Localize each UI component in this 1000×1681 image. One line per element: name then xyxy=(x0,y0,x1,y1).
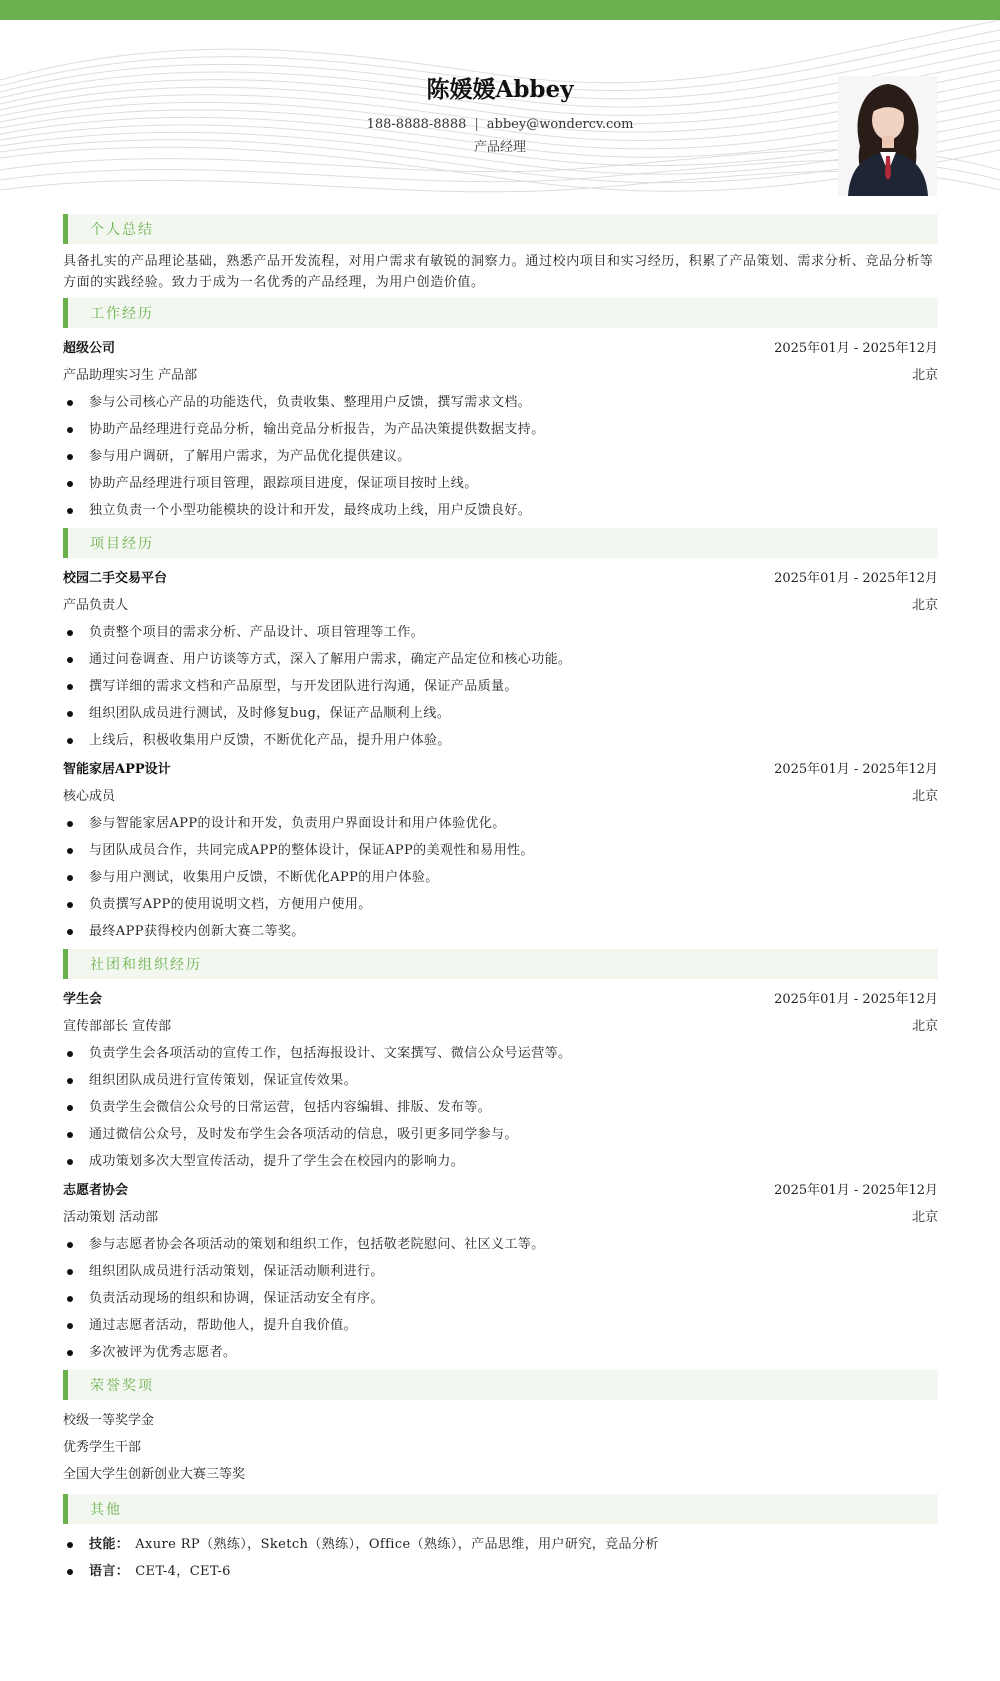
bullet-item: 组织团队成员进行宣传策划，保证宣传效果。 xyxy=(63,1067,938,1094)
section-title-other: 其他 xyxy=(63,1494,938,1524)
bullet-item: 负责学生会各项活动的宣传工作，包括海报设计、文案撰写、微信公众号运营等。 xyxy=(63,1040,938,1067)
section-projects xyxy=(63,528,938,945)
section-other xyxy=(63,1494,938,1585)
entry-role: 产品负责人 xyxy=(63,598,129,613)
bullet-item: 负责整个项目的需求分析、产品设计、项目管理等工作。 xyxy=(63,619,938,646)
entry-bullets xyxy=(63,619,938,754)
bullet-item: 与团队成员合作，共同完成APP的整体设计，保证APP的美观性和易用性。 xyxy=(63,837,938,864)
entry-bullets xyxy=(63,389,938,524)
entry-date: 2025年01月 - 2025年12月 xyxy=(774,1183,938,1198)
honor-item: 优秀学生干部 xyxy=(63,1440,142,1455)
project-entry xyxy=(63,756,938,945)
bullet-item: 组织团队成员进行测试，及时修复bug，保证产品顺利上线。 xyxy=(63,700,938,727)
section-honors xyxy=(63,1370,938,1490)
top-accent-bar xyxy=(0,0,1000,20)
candidate-name: 陈媛媛Abbey xyxy=(426,76,574,103)
entry-organization: 智能家居APP设计 xyxy=(63,762,171,777)
entry-role: 产品助理实习生 产品部 xyxy=(63,368,198,383)
entry-organization: 学生会 xyxy=(63,992,103,1007)
email-address[interactable]: abbey@wondercv.com xyxy=(486,117,634,132)
entry-sub-row xyxy=(63,1204,938,1231)
entry-role: 活动策划 活动部 xyxy=(63,1210,159,1225)
bullet-item: 撰写详细的需求文档和产品原型，与开发团队进行沟通，保证产品质量。 xyxy=(63,673,938,700)
entry-role: 核心成员 xyxy=(63,789,116,804)
bullet-item: 通过微信公众号，及时发布学生会各项活动的信息，吸引更多同学参与。 xyxy=(63,1121,938,1148)
entry-sub-row xyxy=(63,362,938,389)
skills-value: Axure RP（熟练），Sketch（熟练），Office（熟练），产品思维，用户研究，竞品分析 xyxy=(135,1537,659,1552)
section-title-clubs: 社团和组织经历 xyxy=(63,949,938,979)
skills-item xyxy=(63,1531,938,1558)
bullet-item: 独立负责一个小型功能模块的设计和开发，最终成功上线，用户反馈良好。 xyxy=(63,497,938,524)
skills-label: 技能： xyxy=(89,1537,130,1552)
entry-organization: 志愿者协会 xyxy=(63,1183,129,1198)
section-work xyxy=(63,298,938,524)
bullet-item: 通过问卷调查、用户访谈等方式，深入了解用户需求，确定产品定位和核心功能。 xyxy=(63,646,938,673)
section-title-honors: 荣誉奖项 xyxy=(63,1370,938,1400)
entry-location: 北京 xyxy=(911,1210,938,1225)
bullet-item: 参与用户测试，收集用户反馈，不断优化APP的用户体验。 xyxy=(63,864,938,891)
section-title-projects: 项目经历 xyxy=(63,528,938,558)
entry-date: 2025年01月 - 2025年12月 xyxy=(774,992,938,1007)
entry-organization: 校园二手交易平台 xyxy=(63,571,168,586)
section-summary xyxy=(63,214,938,293)
job-title: 产品经理 xyxy=(473,140,526,155)
entry-location: 北京 xyxy=(911,1019,938,1034)
bullet-item: 协助产品经理进行项目管理，跟踪项目进度，保证项目按时上线。 xyxy=(63,470,938,497)
summary-text: 具备扎实的产品理论基础，熟悉产品开发流程，对用户需求有敏锐的洞察力。通过校内项目和实习经历，积累了产品策划、需求分析、竞品分析等方面的实践经验。致力于成为一名优秀的产品经理，为用户创造价值。 xyxy=(63,254,934,290)
entry-bullets xyxy=(63,810,938,945)
entry-role: 宣传部部长 宣传部 xyxy=(63,1019,172,1034)
section-title-summary: 个人总结 xyxy=(63,214,938,244)
entry-header-row xyxy=(63,565,938,592)
entry-sub-row xyxy=(63,783,938,810)
entry-header-row xyxy=(63,1177,938,1204)
entry-sub-row xyxy=(63,592,938,619)
bullet-item: 多次被评为优秀志愿者。 xyxy=(63,1339,938,1366)
honor-item: 全国大学生创新创业大赛三等奖 xyxy=(63,1467,246,1482)
entry-location: 北京 xyxy=(911,368,938,383)
entry-date: 2025年01月 - 2025年12月 xyxy=(774,571,938,586)
project-entry xyxy=(63,565,938,754)
entry-location: 北京 xyxy=(911,789,938,804)
club-entry xyxy=(63,986,938,1175)
other-list xyxy=(63,1531,938,1585)
entry-organization: 超级公司 xyxy=(63,341,116,356)
contact-separator: | xyxy=(474,117,479,132)
entry-header-row xyxy=(63,756,938,783)
entry-header-row xyxy=(63,335,938,362)
entry-sub-row xyxy=(63,1013,938,1040)
honor-item: 校级一等奖学金 xyxy=(63,1413,155,1428)
resume-body xyxy=(63,214,938,1589)
bullet-item: 最终APP获得校内创新大赛二等奖。 xyxy=(63,918,938,945)
bullet-item: 上线后，积极收集用户反馈，不断优化产品，提升用户体验。 xyxy=(63,727,938,754)
bullet-item: 负责撰写APP的使用说明文档，方便用户使用。 xyxy=(63,891,938,918)
bullet-item: 参与智能家居APP的设计和开发，负责用户界面设计和用户体验优化。 xyxy=(63,810,938,837)
bullet-item: 通过志愿者活动，帮助他人，提升自我价值。 xyxy=(63,1312,938,1339)
section-clubs xyxy=(63,949,938,1366)
section-title-work: 工作经历 xyxy=(63,298,938,328)
profile-photo xyxy=(838,76,937,196)
phone-number: 188-8888-8888 xyxy=(366,117,467,132)
bullet-item: 参与志愿者协会各项活动的策划和组织工作，包括敬老院慰问、社区义工等。 xyxy=(63,1231,938,1258)
entry-header-row xyxy=(63,986,938,1013)
bullet-item: 协助产品经理进行竞品分析，输出竞品分析报告，为产品决策提供数据支持。 xyxy=(63,416,938,443)
bullet-item: 负责学生会微信公众号的日常运营，包括内容编辑、排版、发布等。 xyxy=(63,1094,938,1121)
entry-bullets xyxy=(63,1040,938,1175)
bullet-item: 负责活动现场的组织和协调，保证活动安全有序。 xyxy=(63,1285,938,1312)
club-entry xyxy=(63,1177,938,1366)
bullet-item: 参与用户调研，了解用户需求，为产品优化提供建议。 xyxy=(63,443,938,470)
languages-item xyxy=(63,1558,938,1585)
entry-date: 2025年01月 - 2025年12月 xyxy=(774,341,938,356)
work-entry xyxy=(63,335,938,524)
entry-bullets xyxy=(63,1231,938,1366)
bullet-item: 组织团队成员进行活动策划，保证活动顺利进行。 xyxy=(63,1258,938,1285)
bullet-item: 参与公司核心产品的功能迭代，负责收集、整理用户反馈，撰写需求文档。 xyxy=(63,389,938,416)
languages-value: CET-4，CET-6 xyxy=(135,1564,231,1579)
entry-location: 北京 xyxy=(911,598,938,613)
languages-label: 语言： xyxy=(89,1564,130,1579)
bullet-item: 成功策划多次大型宣传活动，提升了学生会在校园内的影响力。 xyxy=(63,1148,938,1175)
entry-date: 2025年01月 - 2025年12月 xyxy=(774,762,938,777)
